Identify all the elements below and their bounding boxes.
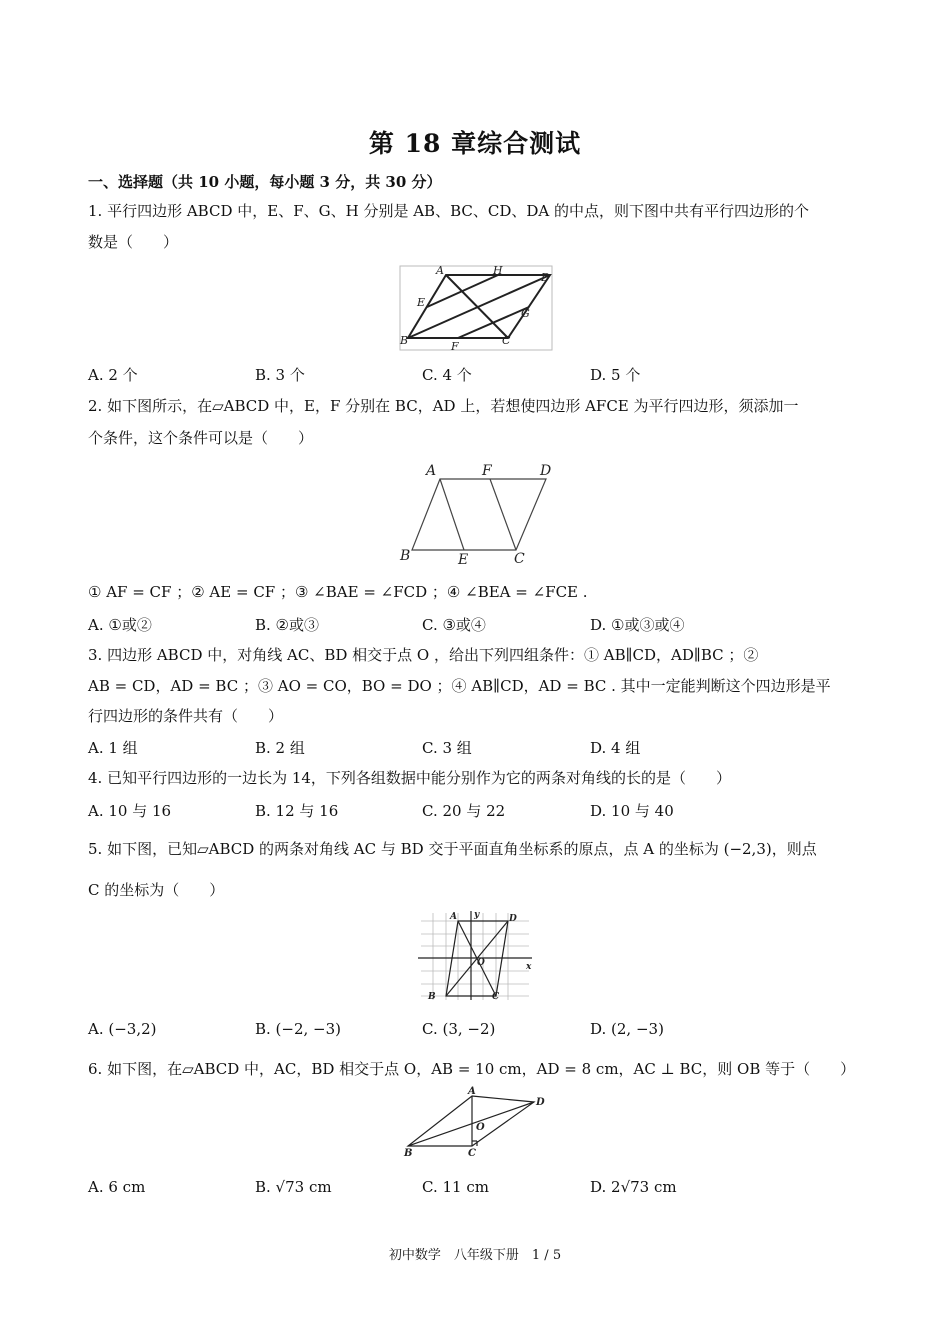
q2-option-b[interactable]: B. ②或③ [255,616,320,634]
q1-option-c[interactable]: C. 4 个 [422,366,472,384]
q2-option-c[interactable]: C. ③或④ [422,616,486,634]
section-heading: 一、选择题（共 10 小题，每小题 3 分，共 30 分） [88,173,442,191]
q3-option-a[interactable]: A. 1 组 [88,739,138,757]
q6-label-o: O [476,1122,485,1133]
q1-line-2: 数是（ ） [88,233,179,251]
q2-figure [398,460,558,568]
q4-option-b[interactable]: B. 12 与 16 [255,802,339,820]
q1-label-a: A [436,264,444,277]
q1-label-f: F [451,340,459,352]
q2-label-c: C [514,551,525,567]
q6-option-c[interactable]: C. 11 cm [422,1178,489,1196]
q5-option-d[interactable]: D. (2, −3) [590,1020,664,1038]
q1-label-b: B [400,334,409,347]
q5-label-y: y [474,910,480,920]
q6-label-b: B [404,1148,413,1158]
q3-option-c[interactable]: C. 3 组 [422,739,472,757]
q4-line-1: 4. 已知平行四边形的一边长为 14，下列各组数据中能分别作为它的两条对角线的长的是（ ） [88,769,731,787]
q5-label-o: O [477,958,485,968]
q6-option-a[interactable]: A. 6 cm [88,1178,146,1196]
q2-label-d: D [540,463,552,479]
q2-conditions: ① AF = CF ；② AE = CF ；③ ∠BAE = ∠FCD ；④ ∠BEA = ∠FCE . [88,583,588,601]
q1-label-e: E [417,296,426,309]
q5-option-b[interactable]: B. (−2, −3) [255,1020,342,1038]
q1-figure [398,264,554,352]
q3-line-2: AB = CD，AD = BC ；③ AO = CO，BO = DO ；④ AB∥CD，AD = BC . 其中一定能判断这个四边形是平 [88,677,831,695]
q1-option-d[interactable]: D. 5 个 [590,366,641,384]
q2-line-2: 个条件，这个条件可以是（ ） [88,429,314,447]
q6-label-c: C [468,1148,476,1158]
q1-label-c: C [502,334,511,347]
q6-line-1: 6. 如下图，在▱ABCD 中，AC，BD 相交于点 O，AB = 10 cm，AD = 8 cm，AC ⊥ BC，则 OB 等于（ ） [88,1060,856,1078]
q1-line-1: 1. 平行四边形 ABCD 中，E、F、G、H 分别是 AB、BC、CD、DA 的中点，则下图中共有平行四边形的个 [88,202,809,220]
q2-line-1: 2. 如下图所示，在▱ABCD 中，E，F 分别在 BC，AD 上，若想使四边形 AFCE 为平行四边形，须添加一 [88,397,799,415]
q2-option-d[interactable]: D. ①或③或④ [590,616,685,634]
q3-line-3: 行四边形的条件共有（ ） [88,707,284,725]
q2-label-f: F [482,463,492,479]
q1-option-b[interactable]: B. 3 个 [255,366,305,384]
q3-option-d[interactable]: D. 4 组 [590,739,641,757]
q1-label-g: G [521,307,530,320]
q5-label-x: x [526,962,532,972]
q4-option-d[interactable]: D. 10 与 40 [590,802,674,820]
q1-label-d: D [541,271,550,284]
q6-label-a: A [468,1086,476,1097]
q5-line-1: 5. 如下图，已知▱ABCD 的两条对角线 AC 与 BD 交于平面直角坐标系的原点，点 A 的坐标为 (−2,3)，则点 [88,840,817,858]
q5-figure [416,908,538,1002]
q2-label-a: A [426,463,437,479]
q5-option-a[interactable]: A. (−3,2) [88,1020,157,1038]
q3-option-b[interactable]: B. 2 组 [255,739,305,757]
q6-label-d: D [536,1097,545,1108]
q1-label-h: H [493,264,503,277]
q4-option-c[interactable]: C. 20 与 22 [422,802,506,820]
q2-label-e: E [458,552,469,568]
q5-line-2: C 的坐标为（ ） [88,881,225,899]
page-title: 第 18 章综合测试 [368,129,582,158]
q6-option-b[interactable]: B. √73 cm [255,1178,332,1196]
q5-label-d: D [509,914,517,924]
q2-option-a[interactable]: A. ①或② [88,616,152,634]
q5-label-b: B [428,992,436,1002]
q2-label-b: B [400,548,411,564]
q4-option-a[interactable]: A. 10 与 16 [88,802,172,820]
q6-option-d[interactable]: D. 2√73 cm [590,1178,677,1196]
q5-label-c: C [492,992,500,1002]
q5-option-c[interactable]: C. (3, −2) [422,1020,496,1038]
q5-label-a: A [450,912,457,922]
q1-option-a[interactable]: A. 2 个 [88,366,138,384]
page-footer: 初中数学 八年级下册 1 / 5 [388,1248,562,1263]
q3-line-1: 3. 四边形 ABCD 中，对角线 AC、BD 相交于点 O ，给出下列四组条件：① AB∥CD，AD∥BC ；② [88,646,759,664]
q6-figure [400,1086,550,1158]
